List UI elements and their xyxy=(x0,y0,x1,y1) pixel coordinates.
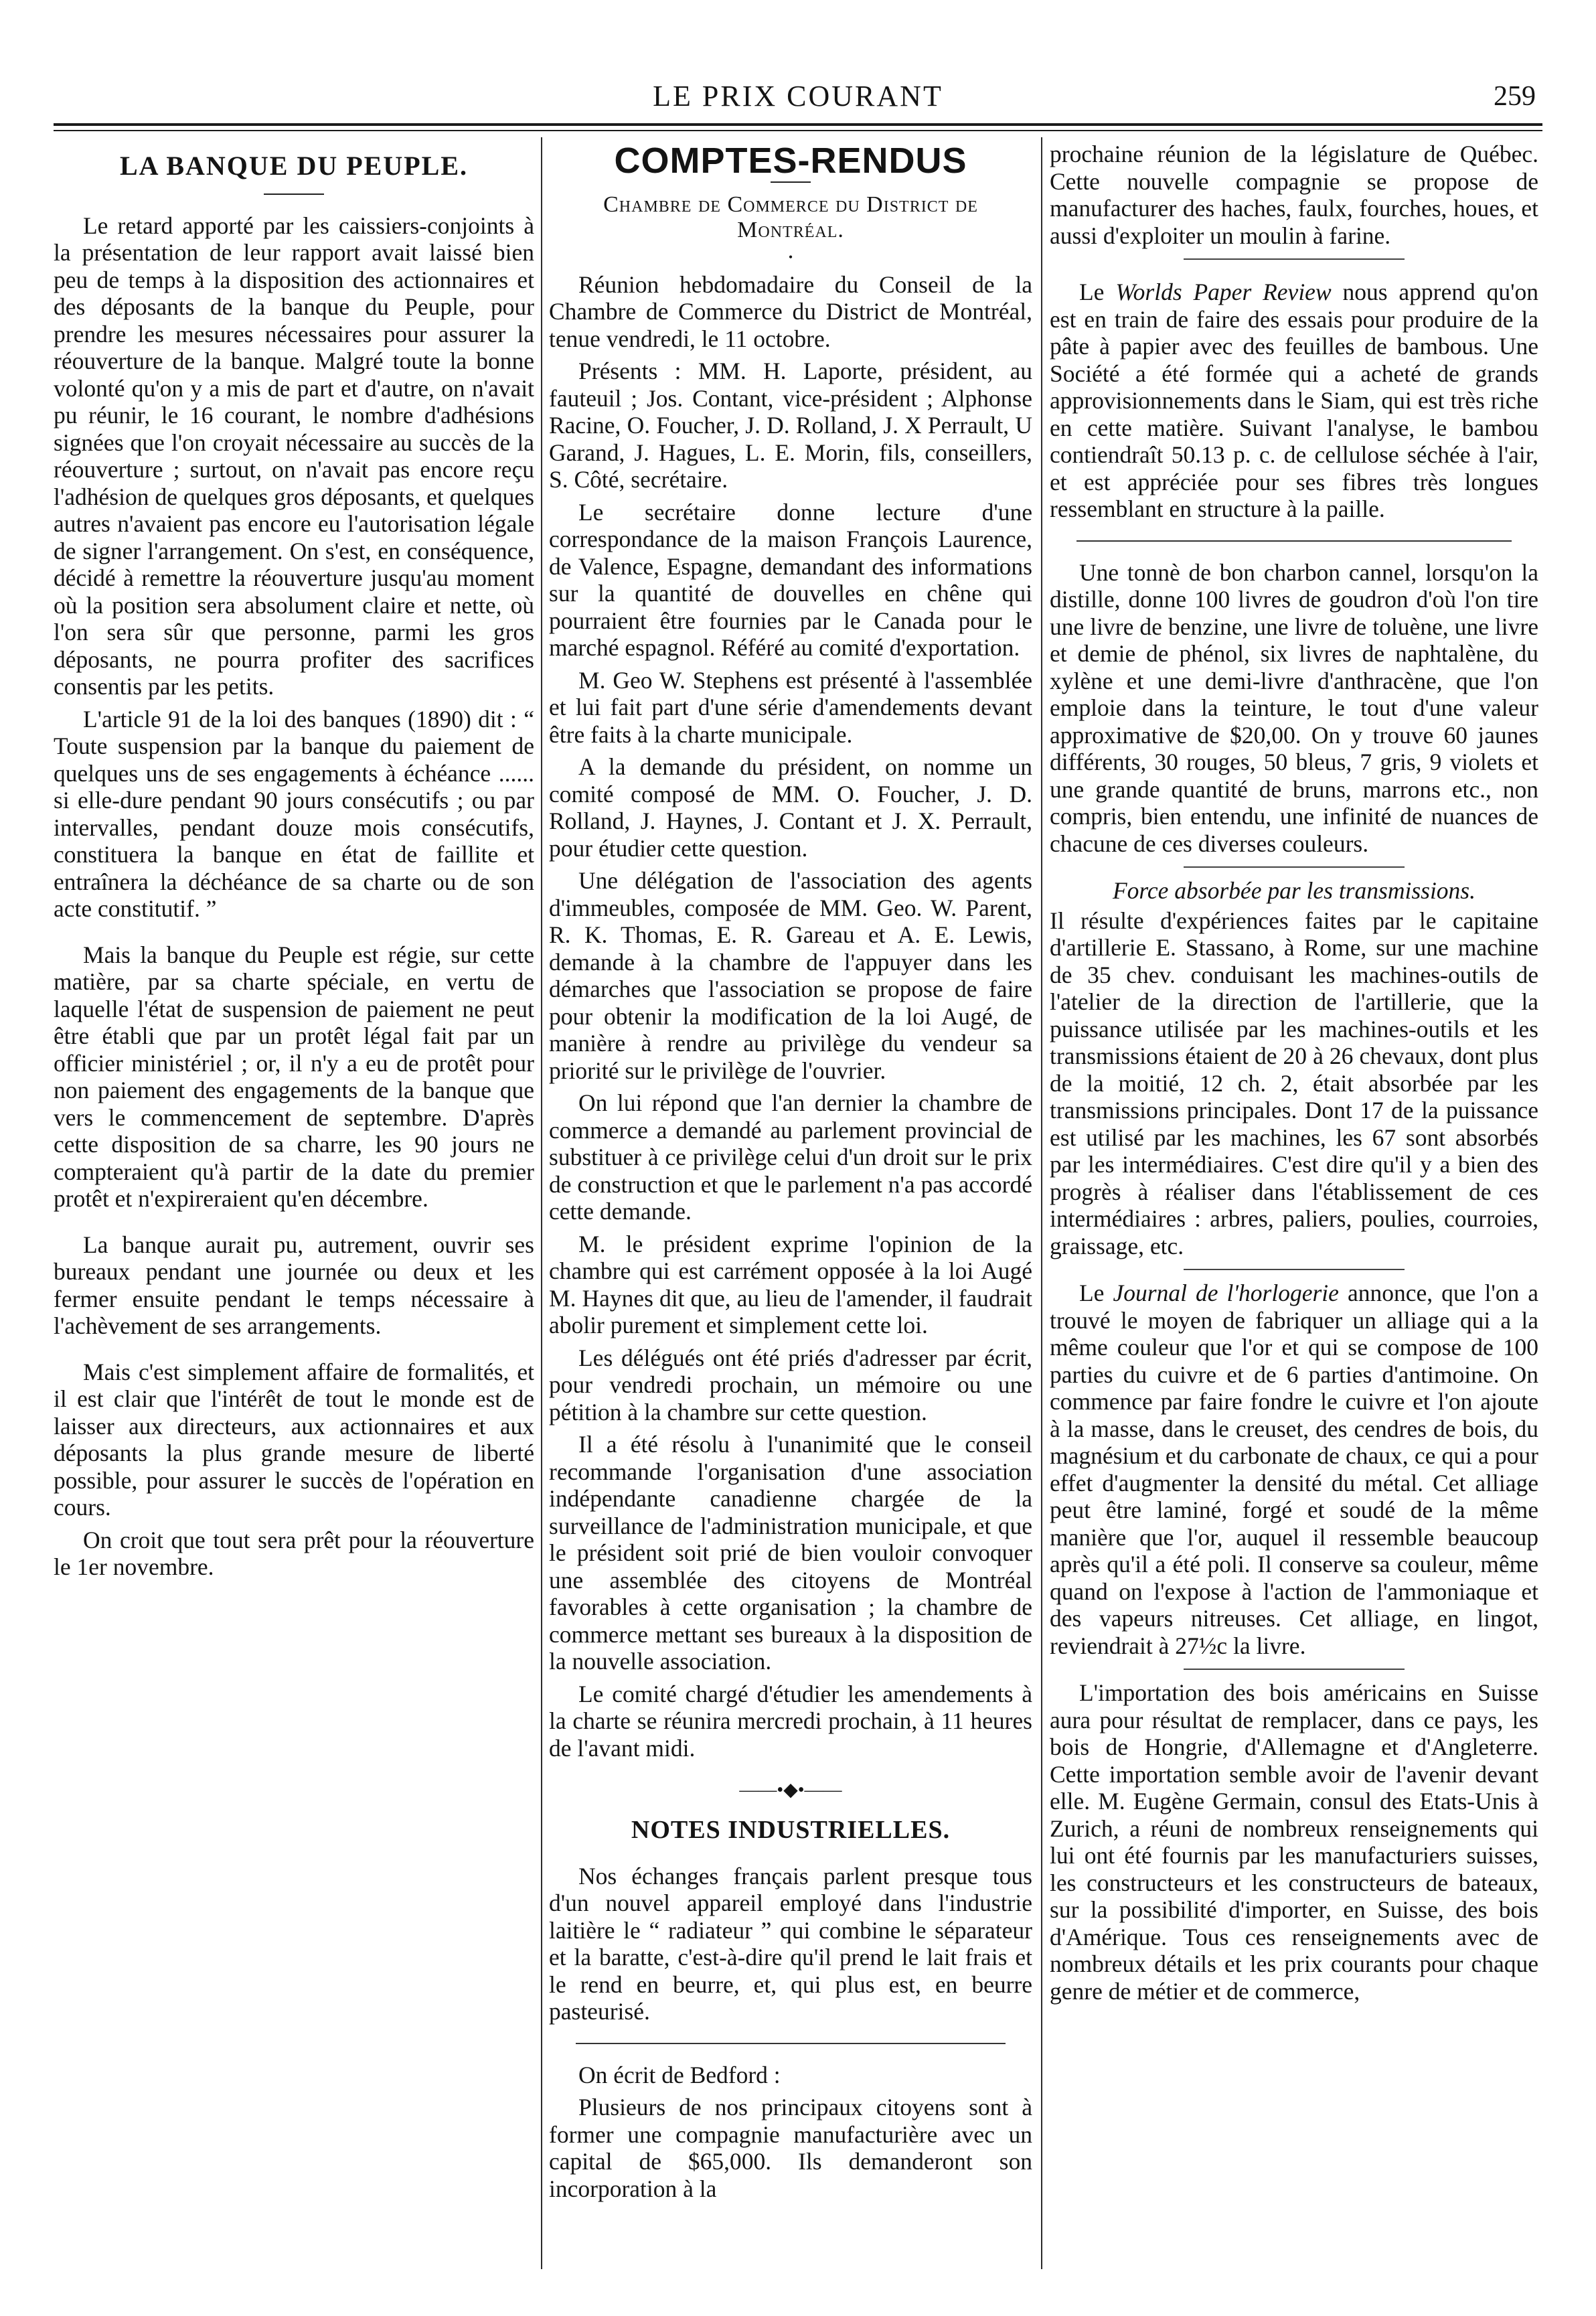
paragraph-rule xyxy=(576,2043,1006,2044)
column-1 xyxy=(54,141,534,2276)
title-dash xyxy=(264,194,324,195)
report-paragraph: Une délégation de l'association des agents d'immeubles, composée de MM. Geo. W. Parent, R. K. Thomas, E. R. Gareau et A. E. Lewis, demande à la chambre de l'appuyer dans les démarches que l'association se propose de faire pour obtenir la modification de la loi Augé, de manière à rendre au privilège du vendeur sa priorité sur le privilège de l'ouvrier. xyxy=(549,867,1032,1084)
column-divider xyxy=(541,137,542,2269)
paragraph-rule xyxy=(1184,1269,1405,1270)
report-paragraph: Le secrétaire donne lecture d'une correspondance de la maison François Laurence, de Valence, Espagne, demandant des informations sur la quantité de douvelles en chêne qui pourraient être fournies par le Canada pour le marché espagnol. Référé au comité d'exportation. xyxy=(549,498,1032,661)
section-title: COMPTES-RENDUS xyxy=(614,141,967,181)
publication-title: Worlds Paper Review xyxy=(1115,279,1332,305)
paragraph-rule xyxy=(1184,1669,1405,1670)
notes-paragraph: prochaine réunion de la législature de Québec. Cette nouvelle compagnie se propose de manufacturer des haches, faulx, fourches, houes, et aussi d'exploiter un moulin à farine. xyxy=(1050,141,1538,249)
article-title: LA BANQUE DU PEUPLE. xyxy=(119,151,469,181)
article-paragraph: Mais c'est simplement affaire de formalités, et il est clair que l'intérêt de tout le monde est de laisser aux directeurs, aux actionnaires et aux déposants la plus grande mesure de liberté possible, pour assurer le succès de l'opération en cours. xyxy=(54,1358,534,1521)
column-2 xyxy=(549,141,1032,2276)
header-rule-thin xyxy=(54,130,1542,131)
article-paragraph: On croit que tout sera prêt pour la réouverture le 1er novembre. xyxy=(54,1526,534,1580)
article-paragraph: Le retard apporté par les caissiers-conjoints à la présentation de leur rapport avait laissé bien peu de temps à la disposition des actionnaires et des déposants de la banque du Peuple, pour prendre les mesures nécessaires pour assurer la réouverture de la banque. Malgré toute la bonne volonté qu'on y a mis de part et d'autre, on n'avait pu réunir, le 16 courant, le nombre d'adhésions signées que l'on croyait nécessaire au succès de la réouverture ; surtout, on n'avait pas encore reçu l'adhésion de quelques gros déposants, et quelques autres n'avaient pas encore eu l'autorisation légale de signer l'arrangement. On s'est, en conséquence, décidé à remettre la réouverture jusqu'au moment où la position sera absolument claire et nette, où l'on sera sûr que personne, parmi les gros déposants, ne pourra profiter des sacrifices consentis par les petits. xyxy=(54,212,534,700)
report-paragraph: M. le président exprime l'opinion de la chambre qui est carrément opposée à la loi Augé M. Haynes dit que, au lieu de l'amender, il faudrait abolir purement et simplement cette loi. xyxy=(549,1230,1032,1338)
header-rule xyxy=(54,123,1542,126)
dot-separator: • xyxy=(788,250,793,264)
paragraph-rule xyxy=(1184,258,1405,260)
notes-paragraph: Le Worlds Paper Review nous apprend qu'on est en train de faire des essais pour produire de la pâte à papier avec des feuilles de bambous. Une Société a été formée qui a acheté de grands approvisionnements dans le Siam, qui est très riche en cette matière. Suivant l'analyse, le bambou contiendraît 50.13 p. c. de cellulose séchée à l'air, et est appréciée pour ses fibres très longues ressemblant en structure à la paille. xyxy=(1050,279,1538,522)
page-number: 259 xyxy=(1494,81,1536,112)
notes-paragraph: Le Journal de l'horlogerie annonce, que l'on a trouvé le moyen de fabriquer un alliage qui a la même couleur que l'or et qui se compose de 100 parties du cuivre et de 6 parties d'antimoine. On commence par faire fondre le cuivre et l'on ajoute à la masse, dans le creuset, des cendres de bois, du magnésium et du carbonate de chaux, ce qui a pour effet d'augmenter la densité du métal. Cet alliage peut être laminé, forgé et soudé de la même manière que l'or, auquel il ressemble beaucoup après qu'il a été poli. Il conserve sa couleur, même quand on l'expose à l'action de l'ammoniaque et des vapeurs nitreuses. Cet alliage, en lingot, reviendrait à 27½c la livre. xyxy=(1050,1280,1538,1659)
page-header xyxy=(54,72,1542,119)
report-paragraph: Le comité chargé d'étudier les amendements à la charte se réunira mercredi prochain, à 11 heures de l'avant midi. xyxy=(549,1680,1032,1762)
report-paragraph: Présents : MM. H. Laporte, président, au fauteuil ; Jos. Contant, vice-président ; Alphonse Racine, O. Foucher, J. D. Rolland, J. X Perrault, U Garand, J. Hagues, L. E. Morin, fils, conseillers, S. Côté, secrétaire. xyxy=(549,358,1032,493)
running-title: LE PRIX COURANT xyxy=(653,80,943,112)
notes-paragraph: On écrit de Bedford : xyxy=(578,2061,781,2088)
paragraph-rule xyxy=(1184,866,1405,868)
title-dash xyxy=(771,181,811,183)
article-paragraph: Mais la banque du Peuple est régie, sur cette matière, par sa charte spéciale, en vertu de laquelle l'état de suspension de paiement ne peut être établi que par un protêt légal fait par un officier ministériel ; or, il n'y a eu de protêt pour non paiement des engagements de la banque que vers le commencement de septembre. D'après cette disposition de sa charre, les 90 jours ne compteraient qu'à partir de la date du premier protêt et n'expireraient qu'en décembre. xyxy=(54,941,534,1212)
publication-title: Journal de l'horlogerie xyxy=(1113,1280,1339,1306)
notes-paragraph: Plusieurs de nos principaux citoyens sont à former une compagnie manufacturière avec un capital de $65,000. Ils demanderont son incorporation à la xyxy=(549,2094,1032,2202)
report-paragraph: On lui répond que l'an dernier la chambre de commerce a demandé au parlement provincial de substituer à ce privilège celui d'un droit sur le prix de construction et que le parlement n'a pas accordé cette demande. xyxy=(549,1089,1032,1225)
notes-paragraph: Nos échanges français parlent presque tous d'un nouvel appareil employé dans l'industrie laitière le “ radiateur ” qui combine le séparateur et la baratte, c'est-à-dire qu'il prend le lait frais et le rend en beurre, et, qui plus est, en beurre pasteurisé. xyxy=(549,1862,1032,2025)
column-3 xyxy=(1050,141,1538,2276)
report-paragraph: Les délégués ont été priés d'adresser par écrit, pour vendredi prochain, un mémoire ou une pétition à la chambre sur cette question. xyxy=(549,1344,1032,1425)
section-subhead: Chambre de Commerce du District de Montréal. xyxy=(603,191,978,242)
notes-paragraph: Il résulte d'expériences faites par le capitaine d'artillerie E. Stassano, à Rome, sur une machine de 35 chev. conduisant les machines-outils de l'atelier de la direction de l'artillerie, que la puissance utilisée par les machines-outils et les transmissions étaient de 20 à 26 chevaux, dont plus de la moitié, 12 ch. 2, était absorbée par les transmissions principales. Dont 17 de la puissance est utilisé par les machines, les 67 sont absorbés par les intermédiaires. C'est dire qu'il y a bien des progrès à réaliser dans l'établissement de ces intermédiaires : arbres, paliers, poulies, courroies, graissage, etc. xyxy=(1050,907,1538,1259)
section-title: NOTES INDUSTRIELLES. xyxy=(631,1816,951,1844)
report-paragraph: Réunion hebdomadaire du Conseil de la Chambre de Commerce du District de Montréal, tenue vendredi, le 11 octobre. xyxy=(549,271,1032,352)
report-paragraph: A la demande du président, on nomme un comité composé de MM. O. Foucher, J. D. Rolland, J. Haynes, J. Contant et J. X. Perrault, pour étudier cette question. xyxy=(549,753,1032,862)
notes-paragraph: L'importation des bois américains en Suisse aura pour résultat de remplacer, dans ce pays, les bois de Hongrie, d'Allemagne et d'Angleterre. Cette importation semble avoir de l'avenir devant elle. M. Eugène Germain, consul des Etats-Unis à Zurich, a réuni de nombreux renseignements qui lui ont été fournis par les manufacturiers suisses, les constructeurs et les constructeurs de bateaux, sur la possibilité d'importer, en Suisse, des bois d'Amérique. Tous ces renseignements avec de nombreux détails et les prix courants pour chaque genre de métier et de commerce, xyxy=(1050,1679,1538,2005)
paragraph-rule xyxy=(1076,540,1512,542)
report-paragraph: M. Geo W. Stephens est présenté à l'assemblée et lui fait part d'une série d'amendements devant être faits à la charte municipale. xyxy=(549,666,1032,748)
notes-heading: Force absorbée par les transmissions. xyxy=(1112,877,1476,904)
report-paragraph: Il a été résolu à l'unanimité que le conseil recommande l'organisation d'une association indépendante canadienne chargée de la surveillance de l'administration municipale, et que le président soit prié de bien vouloir convoquer une assemblée des citoyens de Montréal favorables à cette organisation ; la chambre de commerce mettant ses bureaux à la disposition de la nouvelle association. xyxy=(549,1431,1032,1675)
ornament-separator: ——•◆•—— xyxy=(739,1780,842,1800)
column-divider xyxy=(1041,137,1042,2269)
notes-paragraph: Une tonnè de bon charbon cannel, lorsqu'on la distille, donne 100 livres de goudron d'où l'on tire une livre de benzine, une livre de toluène, une livre et demie de phénol, six livres de naphtalène, du xylène et une demi-livre d'anthracène, que l'on emploie dans la teinture, le tout d'une valeur approximative de $20,00. On y trouve 60 jaunes différents, 30 rouges, 50 bleus, 7 gris, 9 violets et une grande quantité de bruns, marrons etc., non compris, bien entendu, une infinité de nuances de chacune de ces diverses couleurs. xyxy=(1050,558,1538,857)
article-paragraph: La banque aurait pu, autrement, ouvrir ses bureaux pendant une journée ou deux et les fermer ensuite pendant le temps nécessaire à l'achèvement de ses arrangements. xyxy=(54,1231,534,1339)
article-paragraph: L'article 91 de la loi des banques (1890) dit : “ Toute suspension par la banque du paiement de quelques uns de ses engagements à échéance ...... si elle-dure pendant 90 jours consécutifs ; ou par intervalles, pendant douze mois consécutifs, constituera la banque en état de faillite et entraînera la déchéance de sa charte ou de son acte constitutif. ” xyxy=(54,705,534,922)
